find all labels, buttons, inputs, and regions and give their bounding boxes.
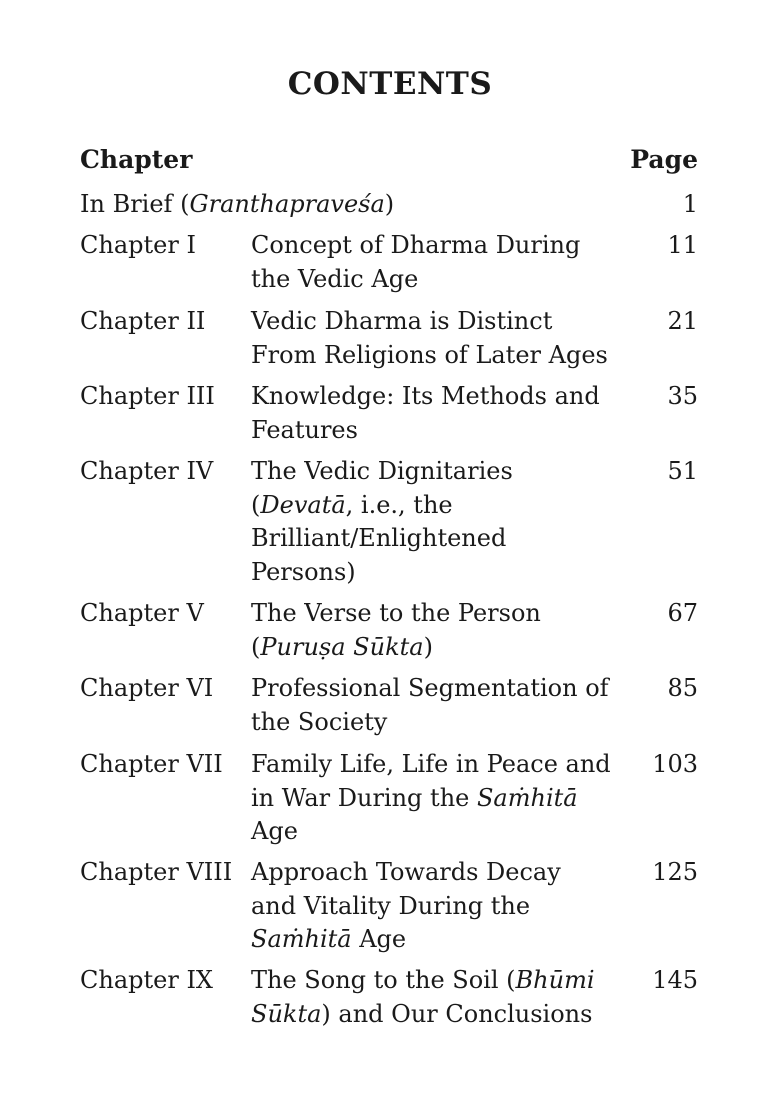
toc-chapter-title: Concept of Dharma During the Vedic Age <box>251 231 581 293</box>
toc-chapter-title: Professional Segmentation of the Society <box>251 674 609 736</box>
toc-chapter-title: Approach Towards Decay and Vitality During the Saṁhitā Age <box>251 858 561 953</box>
toc-page-number: 125 <box>652 858 698 886</box>
toc-page-number: 67 <box>667 599 698 627</box>
toc-chapter-label: Chapter VI <box>80 674 214 702</box>
toc-page-number: 11 <box>667 231 698 259</box>
toc-chapter-label: Chapter VIII <box>80 858 233 886</box>
column-header-page: Page <box>630 145 698 174</box>
intro-italic-term: Granthapraveśa <box>189 190 385 218</box>
toc-chapter-label: Chapter II <box>80 307 206 335</box>
toc-chapter-label: Chapter IV <box>80 457 214 485</box>
column-header-chapter: Chapter <box>80 145 193 174</box>
toc-chapter-label: Chapter VII <box>80 750 223 778</box>
intro-entry-page: 1 <box>682 190 698 218</box>
intro-entry-title: In Brief (Granthapraveśa) <box>80 190 395 218</box>
toc-chapter-label: Chapter IX <box>80 966 214 994</box>
toc-chapter-title: Family Life, Life in Peace and in War During the Saṁhitā Age <box>251 750 611 845</box>
page-title: CONTENTS <box>287 66 493 102</box>
toc-chapter-label: Chapter III <box>80 382 215 410</box>
toc-chapter-title: The Vedic Dignitaries (Devatā, i.e., the Brilliant/Enlightened Persons) <box>251 457 513 586</box>
toc-chapter-label: Chapter I <box>80 231 196 259</box>
toc-page-number: 21 <box>667 307 698 335</box>
toc-page-number: 51 <box>667 457 698 485</box>
toc-chapter-title: The Song to the Soil (Bhūmi Sūkta) and Our Conclusions <box>251 966 595 1028</box>
toc-chapter-title: Knowledge: Its Methods and Features <box>251 382 600 444</box>
toc-page-number: 103 <box>652 750 698 778</box>
toc-chapter-title: The Verse to the Person (Puruṣa Sūkta) <box>251 599 541 661</box>
toc-page-number: 35 <box>667 382 698 410</box>
toc-page-number: 85 <box>667 674 698 702</box>
toc-page-number: 145 <box>652 966 698 994</box>
toc-chapter-label: Chapter V <box>80 599 204 627</box>
toc-chapter-title: Vedic Dharma is Distinct From Religions of Later Ages <box>251 307 608 369</box>
